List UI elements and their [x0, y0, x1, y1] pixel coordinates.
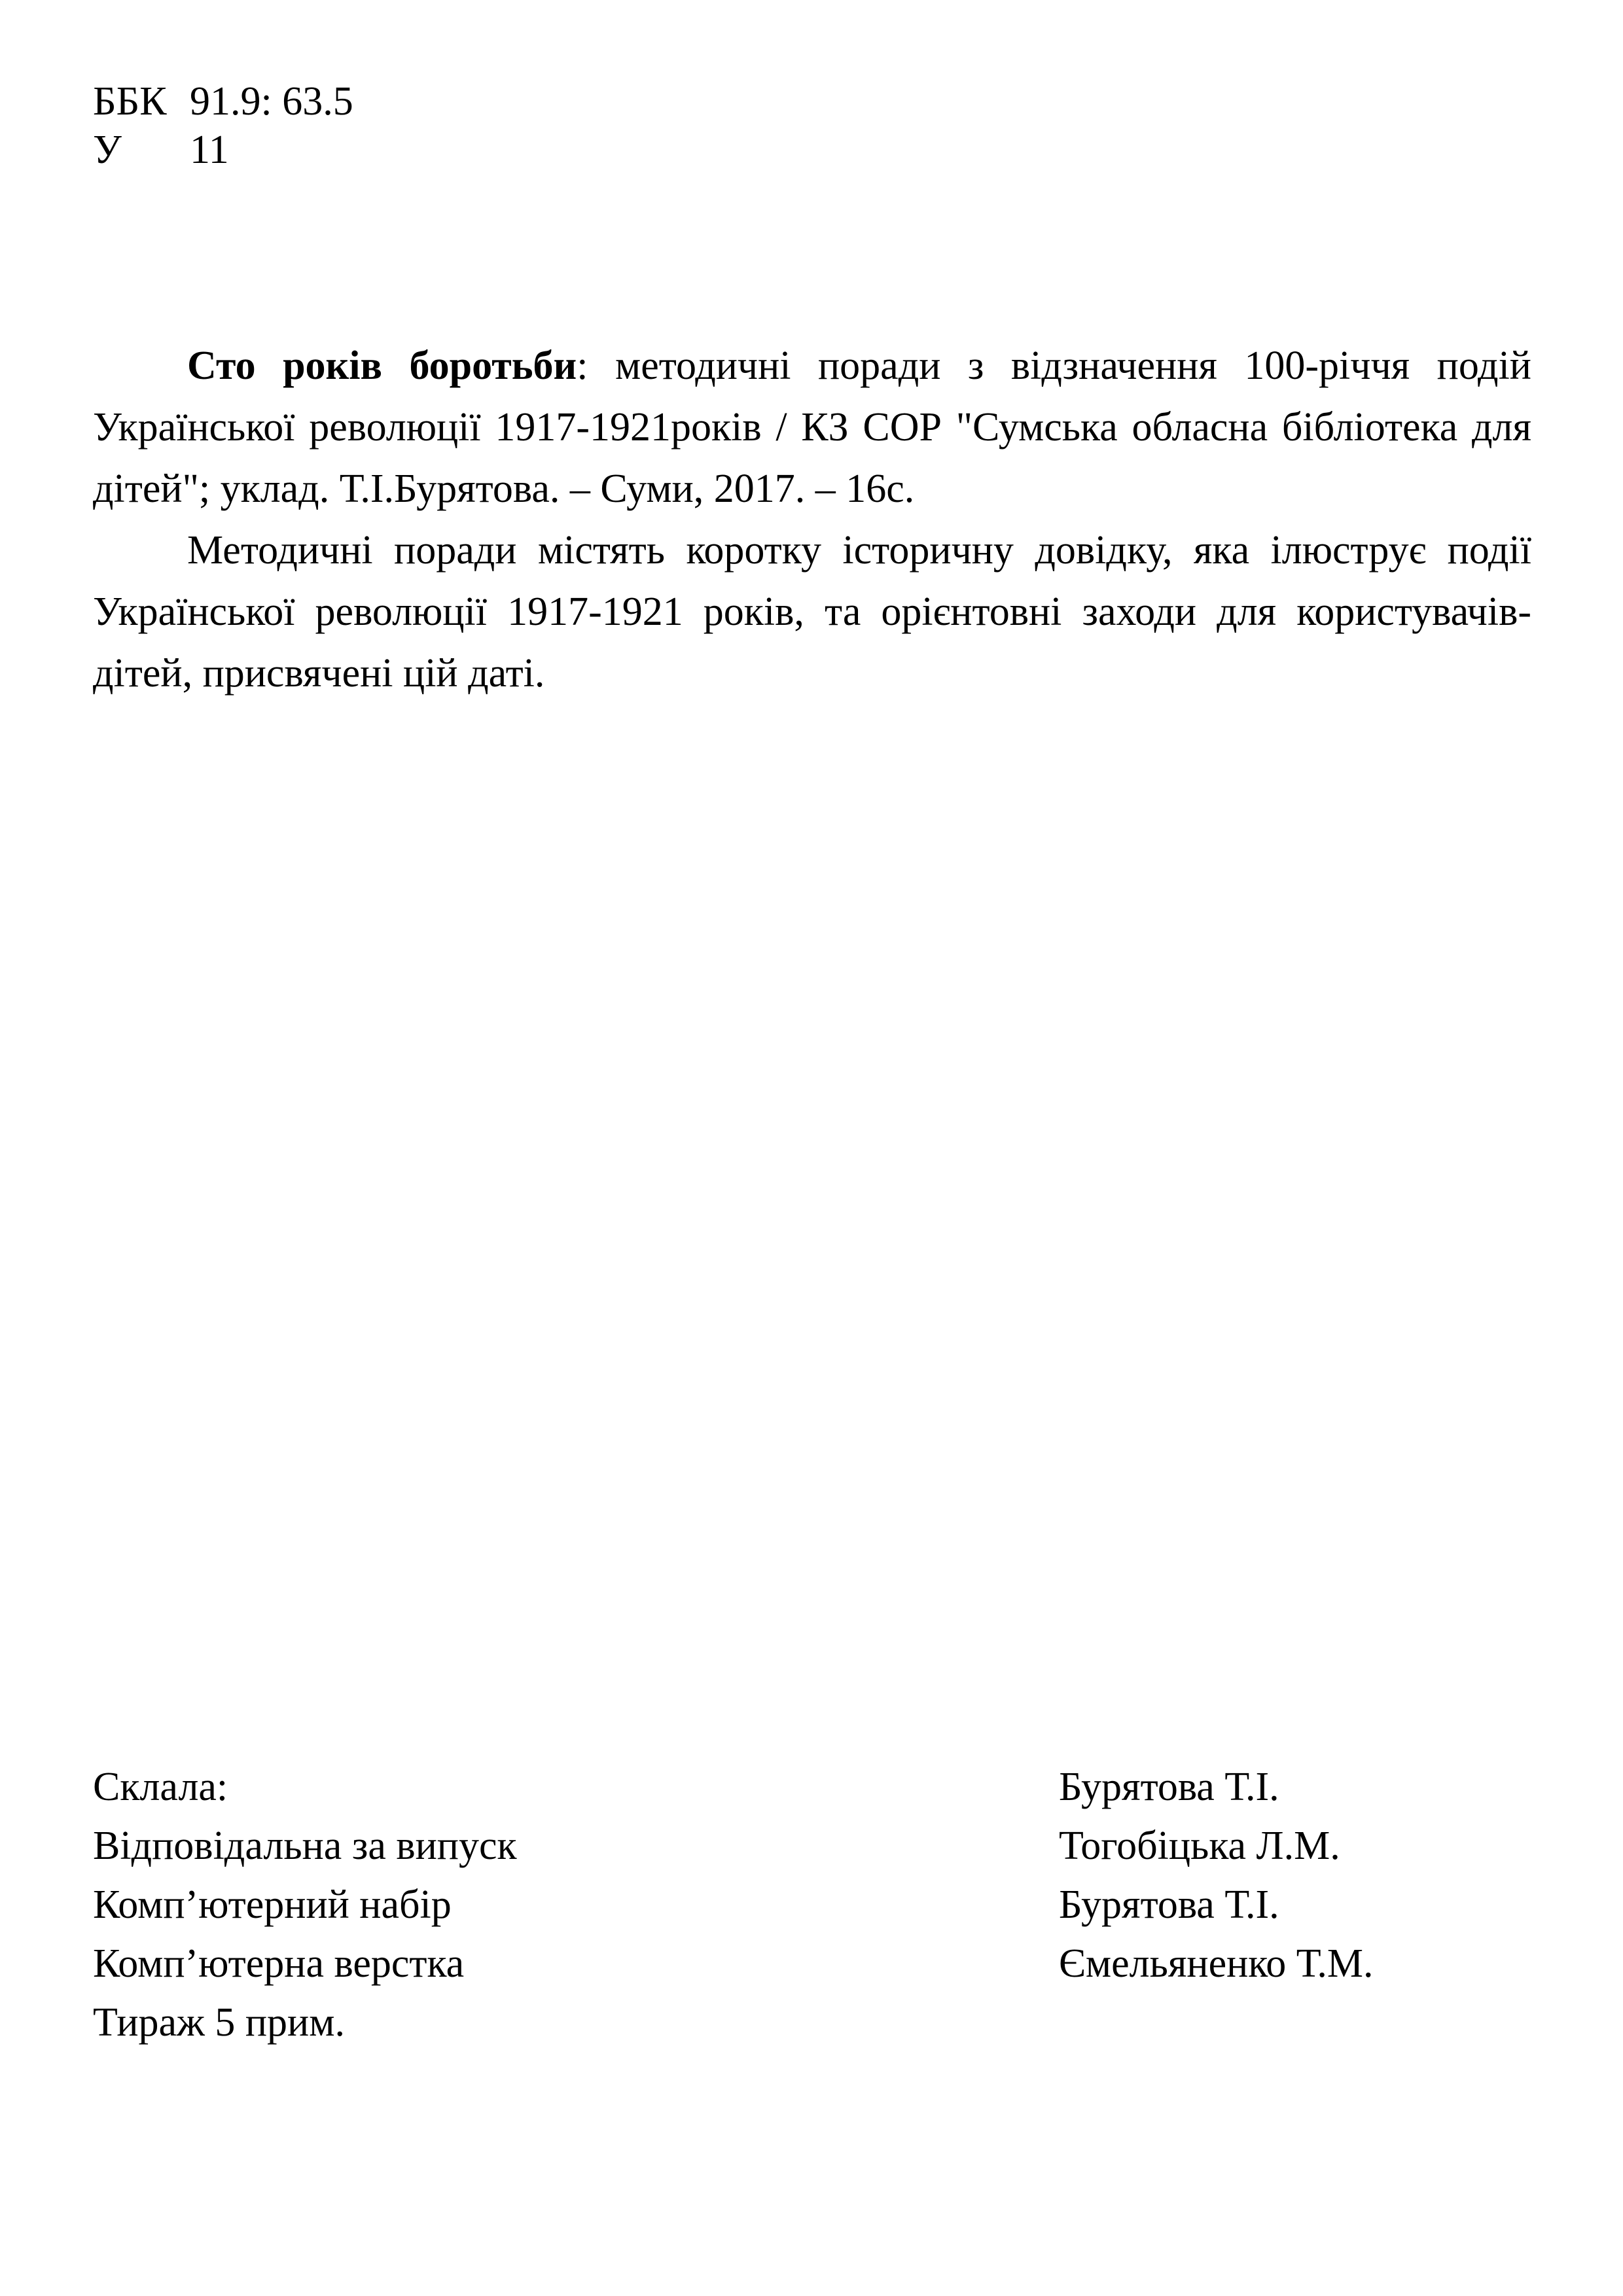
- credit-name: Тогобіцька Л.М.: [1059, 1824, 1340, 1868]
- bibliographic-annotation: [93, 335, 1531, 704]
- classification-value: 11: [190, 128, 229, 172]
- credits-block: [93, 1757, 1533, 2052]
- credit-role: Склала:: [93, 1765, 228, 1809]
- credit-role: Відповідальна за випуск: [93, 1824, 517, 1868]
- classification-key: ББК: [93, 79, 167, 124]
- credit-name: Бурятова Т.І.: [1059, 1765, 1279, 1809]
- print-run-text: Тираж 5 прим.: [93, 2000, 345, 2045]
- book-title: Сто років боротьби: [187, 344, 577, 388]
- credit-role: Комп’ютерна верстка: [93, 1941, 465, 1986]
- classification-row-author-mark: [93, 126, 353, 174]
- classification-value: 91.9: 63.5: [190, 79, 353, 124]
- credit-role: Комп’ютерний набір: [93, 1882, 452, 1927]
- summary-paragraph: Методичні поради містять коротку історичну довідку, яка ілюструє події Української революції 1917-1921 років, та орієнтовні заходи для користувачів-дітей, присвячені цій даті.: [93, 528, 1531, 696]
- classification-index: [93, 77, 353, 174]
- credit-row: [93, 1757, 1533, 1816]
- bibliographic-description: : методичні поради з відзначення 100-річчя подій Української революції 1917-1921років / КЗ СОР "Сумська обласна бібліотека для дітей"; уклад. Т.І.Бурятова. – Суми, 2017. – 16с.: [93, 344, 1531, 511]
- classification-key: У: [93, 128, 122, 172]
- credit-row: [93, 1816, 1533, 1875]
- credit-name: Ємельяненко Т.М.: [1059, 1941, 1374, 1986]
- credit-name: Бурятова Т.І.: [1059, 1882, 1279, 1927]
- credit-row: [93, 1934, 1533, 1993]
- bibliographic-record: [93, 335, 1531, 520]
- print-run: [93, 1993, 1533, 2052]
- credit-row: [93, 1875, 1533, 1934]
- classification-row-bbk: [93, 77, 353, 126]
